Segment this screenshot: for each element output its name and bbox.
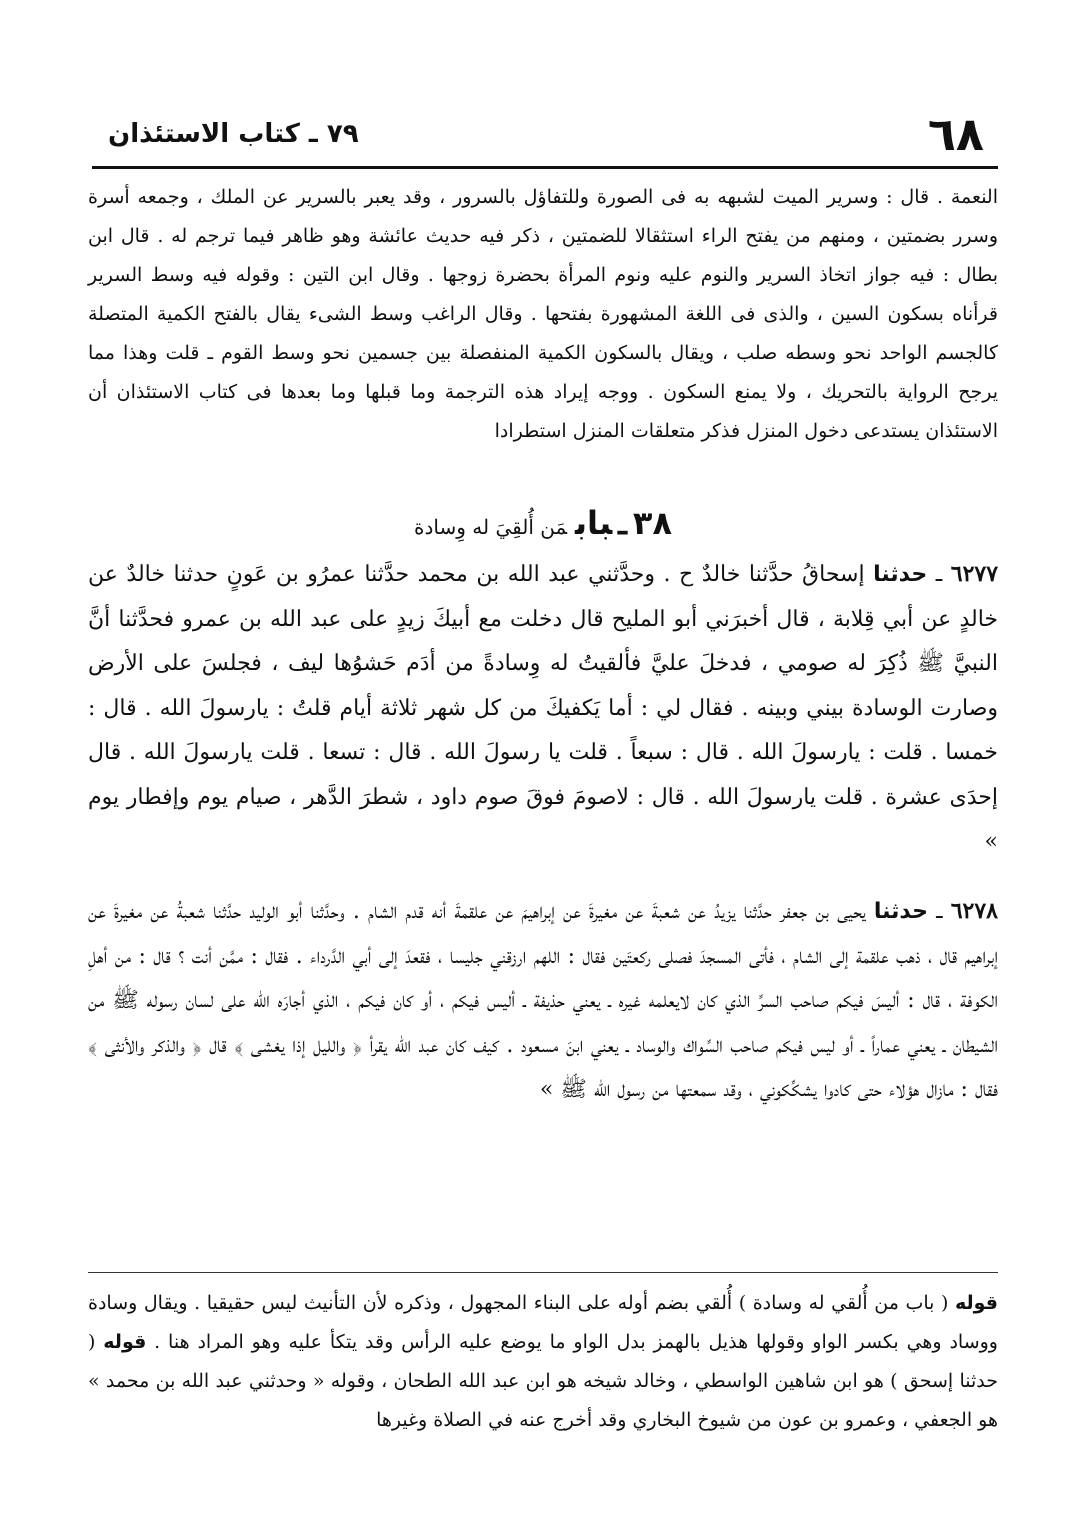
hadith-text: يحيى بن جعفر حدَّثنا يزيدُ عن شعبةَ عن مغيرةَ عن إبراهيمَ عن علقمةَ أنه قدم الشام . وحدَّثنا أبو الوليد حدَّثنا شعبةُ عن مغيرةَ عن إبراهيم قال ، ذهب علقمة إلى الشام ، فأتى المسجدَ فصلى ركعتَين فقال : اللهم ارزقني جليسا ، فقعدَ إلى أبي الدَّرداء . فقال : ممَّن أنت ؟ قال : من أهلِ الكوفة ، قال : أليسَ فيكم صاحب السرِّ الذي كان لايعلمه غيره ـ يعني حذيفة ـ أليس فيكم ، أو كان فيكم ، الذي أجارَه الله على لسان رسوله ﷺ من الشيطان ـ يعني عماراً ـ أو ليس فيكم صاحب السِّواك والوساد ـ يعني ابنَ مسعود . كيف كان عبد الله يقرأ ﴿ والليل إذا يغشى ﴾ قال ﴿ والذكر والأنثى ﴾ فقال : مازال هؤلاء حتى كادوا يشكِّكوني ، وقد سمعتها من رسول الله ﷺ » xyxy=(88,899,999,1102)
hadith-6278: ٦٢٧٨ ـ حدثنا يحيى بن جعفر حدَّثنا يزيدُ عن شعبةَ عن مغيرةَ عن إبراهيمَ عن علقمةَ أنه قدم الشام . وحدَّثنا أبو الوليد حدَّثنا شعبةُ عن مغيرةَ عن إبراهيم قال ، ذهب علقمة إلى الشام ، فأتى المسجدَ فصلى ركعتَين فقال : اللهم ارزقني جليسا ، فقعدَ إلى أبي الدَّرداء . فقال : ممَّن أنت ؟ قال : من أهلِ الكوفة ، قال : أليسَ فيكم صاحب السرِّ الذي كان لايعلمه غيره ـ يعني حذيفة ـ أليس فيكم ، أو كان فيكم ، الذي أجارَه الله على لسان رسوله ﷺ من الشيطان ـ يعني عماراً ـ أو ليس فيكم صاحب السِّواك والوساد ـ يعني ابنَ مسعود . كيف كان عبد الله يقرأ ﴿ والليل إذا يغشى ﴾ قال ﴿ والذكر والأنثى ﴾ فقال : مازال هؤلاء حتى كادوا يشكِّكوني ، وقد سمعتها من رسول الله ﷺ » xyxy=(88,898,999,1102)
chapter-title: مَن أُلقِيَ له وِسادة xyxy=(414,515,568,539)
header-rule xyxy=(92,166,998,169)
chapter-number: ٣٨ xyxy=(632,504,672,542)
hadith-keyword: حدثنا xyxy=(873,562,928,587)
commentary-text: ( باب من أُلقي له وسادة ) أُلقي بضم أوله على البناء المجهول ، وذكره لأن التأنيث ليس حقيقيا . ويقال وسادة ووساد وهي بكسر الواو وقولها هذيل بالهمز بدل الواو ما يوضع عليه الرأس وقد يتكأ عليه وهو المراد هنا . xyxy=(88,1292,998,1353)
commentary-top: النعمة . قال : وسرير الميت لشبهه به فى الصورة وللتفاؤل بالسرور ، وقد يعبر بالسرير عن الملك ، وجمعه أسرة وسرر بضمتين ، ومنهم من يفتح الراء استثقالا للضمتين ، ذكر فيه حديث عائشة وهو ظاهر فيما ترجم له . قال ابن بطال : فيه جواز اتخاذ السرير والنوم عليه ونوم المرأة بحضرة زوجها . وقال ابن التين : وقوله فيه وسط السرير قرأناه بسكون السين ، والذى فى اللغة المشهورة بفتحها . وقال الراغب وسط الشىء يقال بالفتح الكمية المتصلة كالجسم الواحد نحو وسطه صلب ، ويقال بالسكون الكمية المنفصلة بين جسمين نحو وسط القوم ـ قلت وهذا مما يرجح الرواية بالتحريك ، ولا يمنع السكون . ووجه إيراد هذه الترجمة وما قبلها وما بعدها فى كتاب الاستئذان أن الاستئذان يستدعى دخول المنزل فذكر متعلقات المنزل استطرادا xyxy=(88,186,998,442)
commentary-text: ( حدثنا إسحق ) هو ابن شاهين الواسطي ، وخالد شيخه هو ابن عبد الله الطحان ، وقوله « وحدثني عبد الله بن محمد » هو الجعفي ، وعمرو بن عون من شيوخ البخاري وقد أخرج عنه في الصلاة وغيرها xyxy=(88,1331,998,1431)
commentary-keyword: قوله xyxy=(103,1331,147,1353)
chapter-dash: ـ xyxy=(618,507,627,542)
hadith-6277: ٦٢٧٧ ـ حدثنا إسحاقُ حدَّثنا خالدٌ ح . وحدَّثني عبد الله بن محمد حدَّثنا عمرُو بن عَونٍ حدثنا خالدٌ عن خالدٍ عن أبي قِلابة ، قال أخبرَني أبو المليح قال دخلت مع أبيكَ زيدٍ على عبد الله بن عمرو فحدَّثنا أنَّ النبيَّ ﷺ ذُكِرَ له صومي ، فدخلَ عليَّ فألقيتُ له وِسادةً من أدَم حَشوُها ليف ، فجلسَ على الأرض وصارت الوسادة بيني وبينه . فقال لي : أما يَكفيكَ من كل شهر ثلاثة أيام قلتُ : يارسولَ الله . قال : خمسا . قلت : يارسولَ الله . قال : سبعاً . قلت يا رسولَ الله . قال : تسعا . قلت يارسولَ الله . قال إحدَى عشرة . قلت يارسولَ الله . قال : لاصومَ فوقَ صوم داود ، شطرَ الدَّهر ، صيام يوم وإفطار يوم » xyxy=(88,561,999,854)
page-header xyxy=(94,104,994,164)
hadith-text: إسحاقُ حدَّثنا خالدٌ ح . وحدَّثني عبد الله بن محمد حدَّثنا عمرُو بن عَونٍ حدثنا خالدٌ عن خالدٍ عن أبي قِلابة ، قال أخبرَني أبو المليح قال دخلت مع أبيكَ زيدٍ على عبد الله بن عمرو فحدَّثنا أنَّ النبيَّ ﷺ ذُكِرَ له صومي ، فدخلَ عليَّ فألقيتُ له وِسادةً من أدَم حَشوُها ليف ، فجلسَ على الأرض وصارت الوسادة بيني وبينه . فقال لي : أما يَكفيكَ من كل شهر ثلاثة أيام قلتُ : يارسولَ الله . قال : خمسا . قلت : يارسولَ الله . قال : سبعاً . قلت يا رسولَ الله . قال : تسعا . قلت يارسولَ الله . قال إحدَى عشرة . قلت يارسولَ الله . قال : لاصومَ فوقَ صوم داود ، شطرَ الدَّهر ، صيام يوم وإفطار يوم » xyxy=(88,562,998,854)
hadith-number: ٦٢٧٧ xyxy=(950,561,999,587)
hadith-keyword: حدثنا xyxy=(873,899,928,924)
hadith-number: ٦٢٧٨ xyxy=(950,898,998,924)
chapter-heading xyxy=(88,500,998,550)
page-number: ٦٨ xyxy=(927,107,984,161)
commentary-bottom xyxy=(88,1284,998,1440)
running-title: ٧٩ ـ كتاب الاستئذان xyxy=(108,119,359,149)
section-rule xyxy=(88,1272,998,1273)
chapter-word: باب xyxy=(575,504,613,542)
commentary-keyword: قوله xyxy=(954,1292,998,1314)
